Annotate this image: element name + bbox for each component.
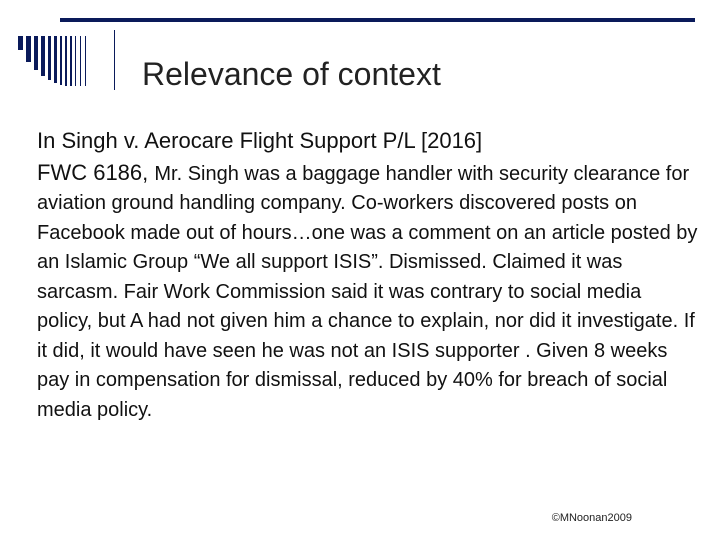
slide-body [37, 126, 701, 425]
slide-title: Relevance of context [142, 56, 441, 92]
vertical-rule-line [114, 30, 115, 90]
footer-copyright: ©MNoonan2009 [551, 512, 632, 524]
decorative-bars [18, 36, 113, 86]
body-lead-line-2: FWC 6186, [37, 159, 155, 185]
top-rule-line [60, 18, 695, 22]
body-paragraph: Mr. Singh was a baggage handler with security clearance for aviation ground handling company. Co-workers discovered posts on Facebook made out of hours…one was a comment on an article posted by an Islamic Group “We all support ISIS”. Dismissed. Claimed it was sarcasm. Fair Work Commission said it was contrary to social media policy, but A had not given him a chance to explain, nor did it investigate. If it did, it would have seen he was not an ISIS supporter . Given 8 weeks pay in compensation for dismissal, reduced by 40% for breach of social media policy. [37, 162, 698, 421]
body-lead-line-1: In Singh v. Aerocare Flight Support P/L [2016] [37, 128, 483, 153]
